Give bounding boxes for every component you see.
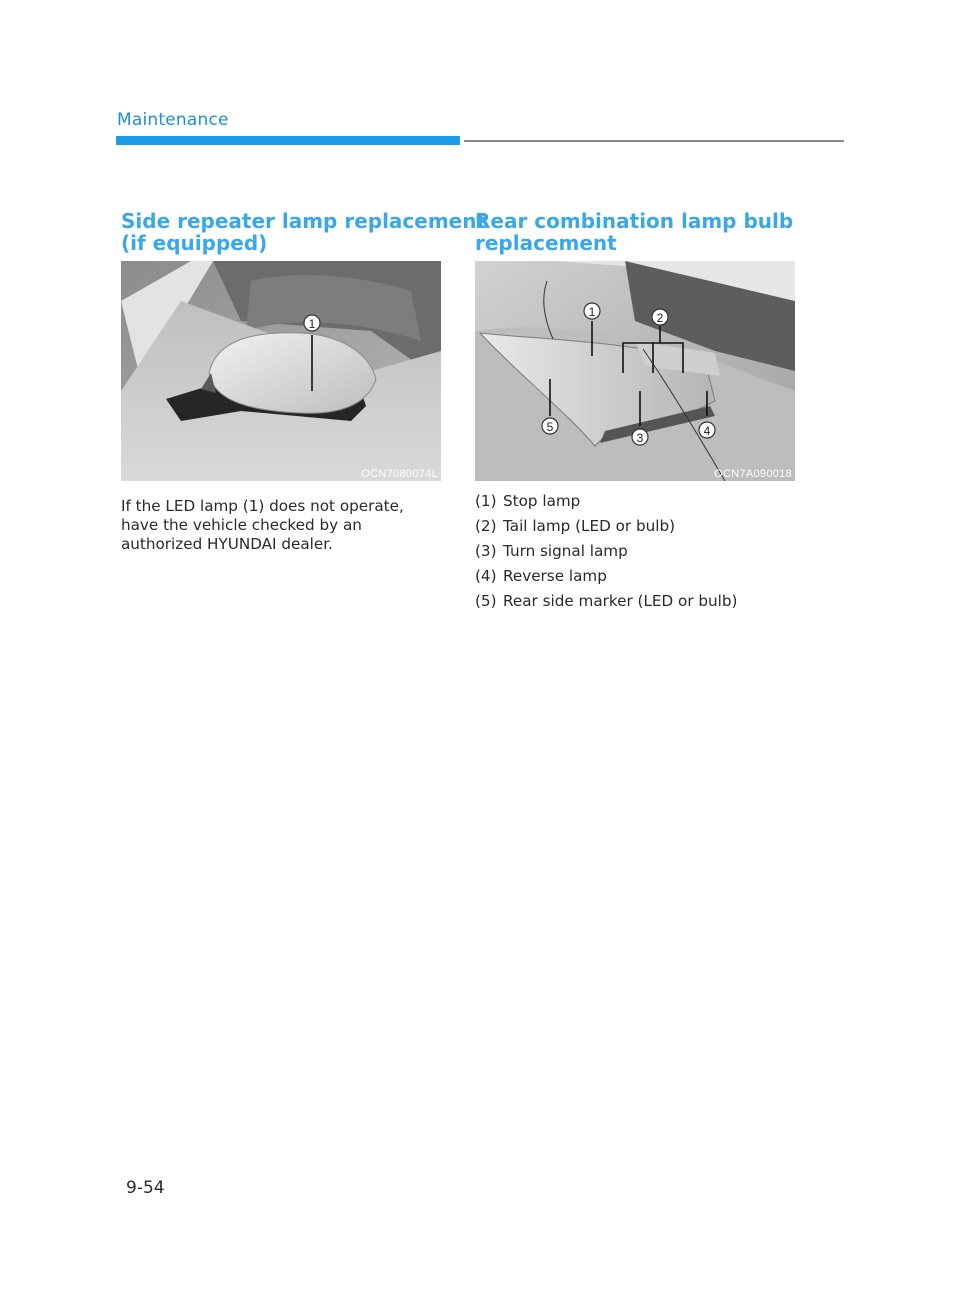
rear-combination-heading: [475, 210, 793, 254]
rear-callout-1: 1: [588, 305, 596, 319]
page-number: 9-54: [126, 1178, 165, 1198]
figure-code-left: OCN7080074L: [361, 468, 438, 480]
side-mirror-figure: [121, 261, 441, 481]
legend-item: (3) Turn signal lamp: [475, 542, 628, 560]
legend-item: (5) Rear side marker (LED or bulb): [475, 592, 738, 610]
rear-lamp-figure: [475, 261, 795, 481]
rear-callout-2: 2: [656, 311, 664, 325]
rear-callout-3: 3: [636, 431, 644, 445]
section-title: Maintenance: [117, 110, 229, 130]
led-instruction-paragraph: [121, 497, 441, 554]
paragraph-line-1: If the LED lamp (1) does not operate,: [121, 497, 404, 515]
side-repeater-heading-line2: (if equipped): [121, 231, 268, 255]
figure-code-right: OCN7A090018: [714, 468, 792, 480]
rear-combination-heading-line2: replacement: [475, 231, 617, 255]
legend-item: (1) Stop lamp: [475, 492, 581, 510]
side-repeater-heading: [121, 210, 486, 254]
rear-callout-4: 4: [703, 424, 711, 438]
rear-combination-heading-line1: Rear combination lamp bulb: [475, 209, 794, 233]
side-repeater-heading-line1: Side repeater lamp replacement: [121, 209, 487, 233]
header-rule-gray: [464, 140, 844, 142]
rear-callout-5: 5: [546, 420, 554, 434]
paragraph-line-2: have the vehicle checked by an: [121, 516, 362, 534]
paragraph-line-3: authorized HYUNDAI dealer.: [121, 535, 333, 553]
side-mirror-illustration: [121, 261, 441, 481]
mirror-callout-number: 1: [308, 317, 316, 331]
rear-lamp-illustration: [475, 261, 795, 481]
header-rule-blue: [116, 136, 460, 145]
legend-item: (2) Tail lamp (LED or bulb): [475, 517, 676, 535]
legend-item: (4) Reverse lamp: [475, 567, 607, 585]
lamp-legend-list: [475, 489, 737, 614]
